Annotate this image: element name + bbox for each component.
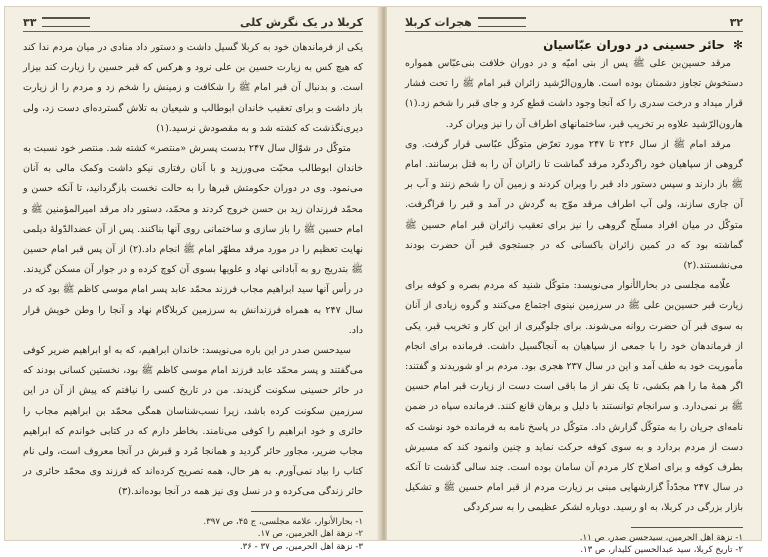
section-title: حائر حسینی در دوران عبّاسیان [543, 38, 725, 52]
right-page-number: ۳۲ [729, 15, 743, 29]
right-paragraph: مرقد حسین‌بن علی ﷺ پس از بنی امیّه و در دوران خلافت بنی‌عبّاس همواره دستخوش تجاوز دشمنان بوده است. هارون‌الرّشید زائران قبر امام ﷺ را تحت فشار قرار میداد و درخت سدری را که آنجا وجود داشت قطع کرد و جای قبر را شخم زد.(۱) هارون‌الرّشید علاوه بر تخریب قبر، ساختمانهای اطراف آن را نیز ویران کرد. [405, 58, 743, 130]
footnote: ۲- نزهة اهل الحرمین، ص ۱۷. [257, 529, 363, 540]
right-footnotes [405, 532, 743, 557]
footnote-divider [631, 527, 743, 528]
section-marker-icon: ✻ [732, 38, 743, 52]
left-paragraph: یکی از فرماندهان خود به کربلا گسیل داشت و دستور داد منادی در میان مردم ندا کند که هیچ کس به زیارت حسین بن علی نرود و هرکس که قبر حسین را زیارت کند بیزار است. و بدنبال آن قبر امام ﷺ را شکافت و زمینش را شخم زد و مردم را از زیارت باز داشت و برای تعقیب خاندان ابوطالب و شیعیان به تلاش گسترده‌ای دست زد، ولی دیری‌نگذشت که کشته شد و به مقصودش نرسید.(۱) [23, 42, 363, 134]
right-page [387, 7, 761, 556]
footnote: ۱- نزهة اهل الحرمین، سیدحسن صدر، ص ۱۱. [579, 532, 743, 543]
left-page-header [23, 15, 363, 32]
right-page-number-wrap [730, 16, 743, 29]
left-footnotes [23, 516, 363, 554]
footnote: ۳- نزهة اهل الحرمین، ص ۳۷ - ۳۶. [239, 541, 363, 552]
footnote-divider [251, 511, 363, 512]
right-page-body [405, 54, 743, 519]
left-page-number-wrap [23, 16, 96, 29]
book-spread [4, 6, 762, 556]
right-page-header [405, 15, 743, 32]
right-running-title: هجرات کربلا [405, 15, 472, 29]
left-page-number: ۳۳ [23, 15, 37, 29]
right-running-title-wrap [405, 16, 532, 29]
right-paragraph: مرقد امام ﷺ از سال ۲۳۶ تا ۲۴۷ مورد تعرّض متوکّل عبّاسی قرار گرفت. وی گروهی از سپاهیان خود راگردگرد مرقد گماشت تا زائران آن را به قتل برسانند. امام ﷺ باز دارند و سپس دستور داد قبر را ویران کردند و زمین آن را شخم زنند و آب بر آن جاری سازند، ولی آب اطراف مرقد موّج به گردش در آمد و قبر را فراگرفت. متوکّل در میان افراد مسلّح گروهی را نیز برای تعقیب زائران قبر امام حسین ﷺ گماشته بود که در کمین زائران باکسانی که در جستجوی قبر آن حضرت بودند می‌نشستند.(۲) [405, 138, 743, 272]
left-paragraph: متوکّل در شوّال سال ۲۴۷ بدست پسرش «منتصر» کشته شد. منتصر خود نسبت به خاندان ابوطالب محبّت می‌ورزید و با آنان رفتاری نیکو داشت وکمک مالی به آنان می‌نمود. وی در دوران حکومتش قبرها را به حالت نخست بازگردانید، تا آنکه حسن و محمّد فرزندان زید بن حسن خروج کردند و محمّد، دستور داد مرقد امیرالمؤمنین ﷺ و امام حسین ﷺ را باز سازی و ساختمانی روی آنها بناکنند. پس از آن عضدالدّولهٔ دیلمی نهایت تعظیم را در مورد مرقد مطهّر امام ﷺ انجام داد.(۲) از آن پس قبر امام حسین ﷺ بتدریج رو به آبادانی نهاد و علویها بسوی آن کوچ کرده و در جوار آن مسکن گزیدند. در رأس آنها سید ابراهیم مجاب فرزند محمّد عابد پسر امام موسی کاظم ﷺ بود که در سال ۲۴۷ به همراه فرزندانش به سرزمین کربلاگام نهاد و آنجا را وطن خویش قرار داد. [23, 143, 364, 336]
left-paragraph: سیدحسن صدر در این باره می‌نویسد: خاندان ابراهیم، که به او ابراهیم ضریر کوفی می‌گفتند و پسر محمّد عابد فرزند امام موسی کاظم ﷺ بود، نخستین کسانی بودند که در حائر حسینی سکونت گزیدند. من در تاریخ کسی را نیافتم که پیش از آن در این سرزمین سکونت کرده باشد، زیرا نسب‌شناسان همگی محمّد بن ابراهیم مجاب را حائری و خود ابراهیم را کوفی می‌نامند. بخاطر دارم که در کتابی خواندم که ابراهیم مجاب ضریر، مجاور حائر گردید و همانجا مُرد و قبرش در آنجا معروف است، ولی نام کتاب را بیاد نمی‌آورم. به هر حال، همه تصریح کرده‌اند که فرزند وی محمّد حائری در حائر زندگی می‌کرده و در نسل وی نیز همه در آنجا بوده‌اند.(۳) [23, 345, 363, 498]
left-page [5, 7, 381, 552]
footnote: ۱- بحارالأنوار، علامه مجلسی، ج ۴۵، ص ۳۹۷. [203, 516, 363, 527]
section-heading [405, 38, 743, 52]
left-running-title: کربلا در یک نگرش کلی [240, 15, 363, 29]
left-page-body [23, 38, 363, 503]
left-running-title-wrap [240, 16, 363, 29]
right-paragraph: علّامه مجلسی در بحارالأنوار می‌نویسد: متوکّل شنید که مردم بصره و کوفه برای زیارت قبر حسین‌بن علی ﷺ در سرزمین نینوی اجتماع می‌کنند و گروه زیادی از آنان به سوی قبر آن حضرت روانه می‌شوند. برای جلوگیری از این کار و تخریب قبر، یکی از فرماندهان خود را با جمعی از سپاهیان به آنجاگسیل داشت. فرمانده برای انجام مأموریت خود به طف آمد و این در سال ۲۳۷ هجری بود. مردم بر او شوریدند و گفتند: اگر همهٔ ما را هم بکشی، تا یک نفر از ما باقی است دست از زیارت قبر امام حسین ﷺ بر نمی‌دارد. و سرانجام توانستند با دلیل و برهان قانع کنند. فرمانده سپاه در ضمن نامه‌ای جریان را به متوکّل گزارش داد. متوکّل در پاسخ نامه به فرمانده خود نوشت که دست از مردم بردارد و به سوی کوفه حرکت نماید و چنین وانمود کند که مسیرش بطرف کوفه و برای اصلاح کار مردم آن سامان بوده است. چند سالی گذشت تا آنکه در سال ۲۴۷ مجدّداً گزارشهایی مبنی بر زیارت مردم از قبر امام حسین ﷺ و تشکیل بازار بزرگی در کربلا، به او رسید. دوباره لشکر عظیمی را به سرکردگی [405, 280, 744, 514]
header-ornament [42, 17, 90, 27]
footnote: ۲- تاریخ کربلا، سید عبدالحسین کلیدار، ص ۱۳. [580, 545, 743, 556]
header-ornament [478, 17, 526, 27]
